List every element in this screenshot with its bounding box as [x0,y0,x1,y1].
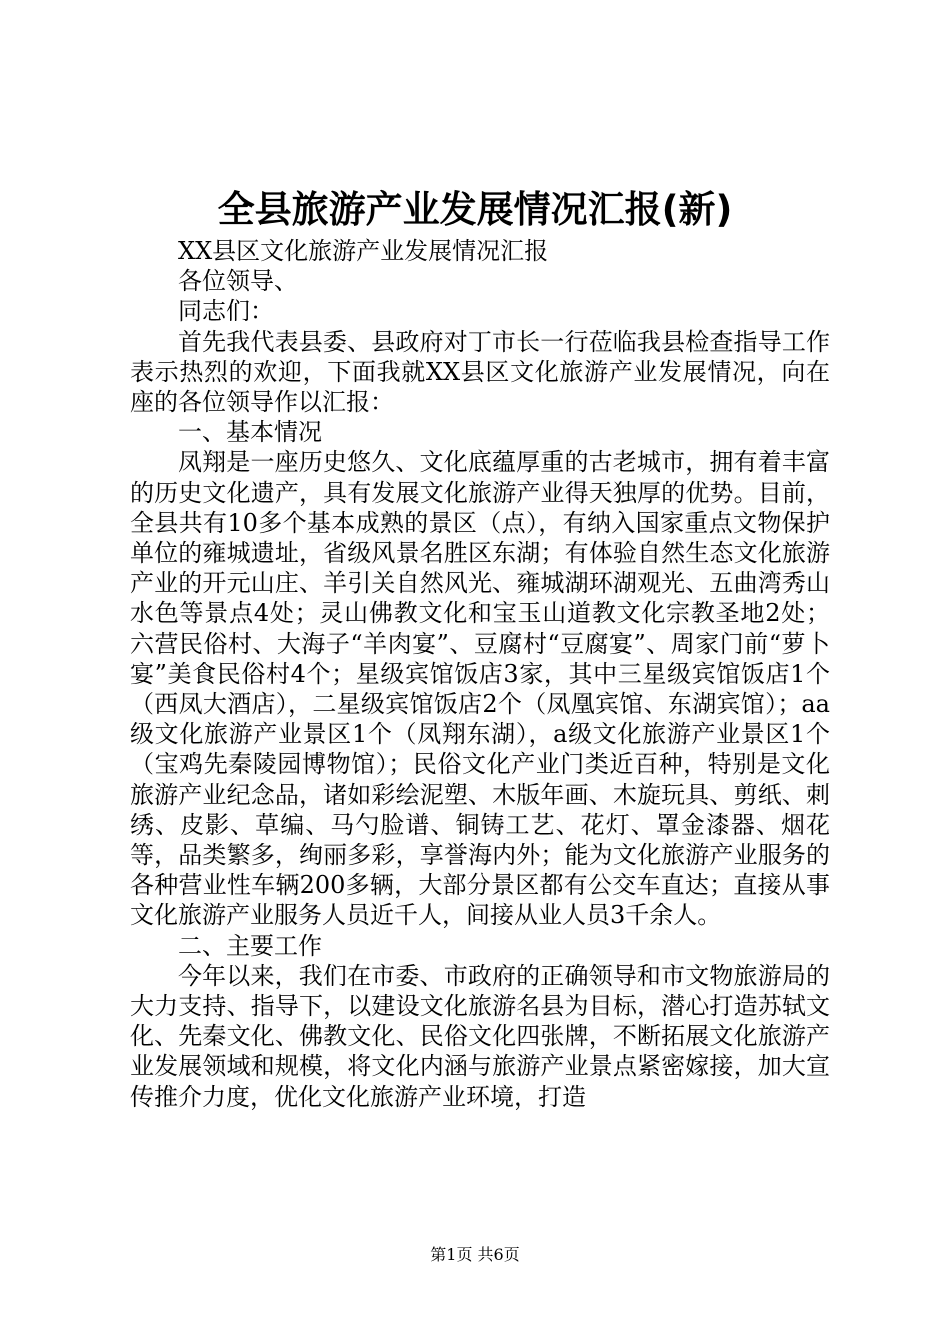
section-heading-basic: 一、基本情况 [178,418,322,447]
paragraph-basic-situation: 凤翔是一座历史悠久、文化底蕴厚重的古老城市，拥有着丰富的历史文化遗产，具有发展文化旅游产业得天独厚的优势。目前，全县共有10多个基本成熟的景区（点），有纳入国家重点文物保护单位的雍城遗址，省级风景名胜区东湖；有体验自然生态文化旅游产业的开元山庄、羊引关自然风光、雍城湖环湖观光、五曲湾秀山水色等景点4处；灵山佛教文化和宝玉山道教文化宗教圣地2处；六营民俗村、大海子“羊肉宴”、豆腐村“豆腐宴”、周家门前“萝卜宴”美食民俗村4个；星级宾馆饭店3家，其中三星级宾馆饭店1个（西凤大酒店），二星级宾馆饭店2个（凤凰宾馆、东湖宾馆）；aa级文化旅游产业景区1个（凤翔东湖），a级文化旅游产业景区1个（宝鸡先秦陵园博物馆）；民俗文化产业门类近百种，特别是文化旅游产业纪念品，诸如彩绘泥塑、木版年画、木旋玩具、剪纸、刺绣、皮影、草编、马勺脸谱、铜铸工艺、花灯、罩金漆器、烟花等，品类繁多，绚丽多彩，享誉海内外；能为文化旅游产业服务的各种营业性车辆200多辆，大部分景区都有公交车直达；直接从事文化旅游产业服务人员近千人，间接从业人员3千余人。 [130,448,830,930]
paragraph-salutation-comrades: 同志们： [178,297,274,326]
document-body [130,236,830,1112]
section-heading-work: 二、主要工作 [178,931,322,960]
page-footer: 第1页 共6页 [430,1245,520,1264]
document-title: 全县旅游产业发展情况汇报(新) [217,188,733,231]
paragraph-salutation-leaders: 各位领导、 [178,267,298,296]
paragraph-main-work: 今年以来，我们在市委、市政府的正确领导和市文物旅游局的大力支持、指导下，以建设文化旅游名县为目标，潜心打造苏轼文化、先秦文化、佛教文化、民俗文化四张牌，不断拓展文化旅游产业发展领域和规模，将文化内涵与旅游产业景点紧密嫁接，加大宣传推介力度，优化文化旅游产业环境，打造 [130,961,830,1111]
paragraph-subtitle: XX县区文化旅游产业发展情况汇报 [178,237,549,265]
paragraph-intro: 首先我代表县委、县政府对丁市长一行莅临我县检查指导工作表示热烈的欢迎，下面我就XX县区文化旅游产业发展情况，向在座的各位领导作以汇报： [130,327,830,417]
